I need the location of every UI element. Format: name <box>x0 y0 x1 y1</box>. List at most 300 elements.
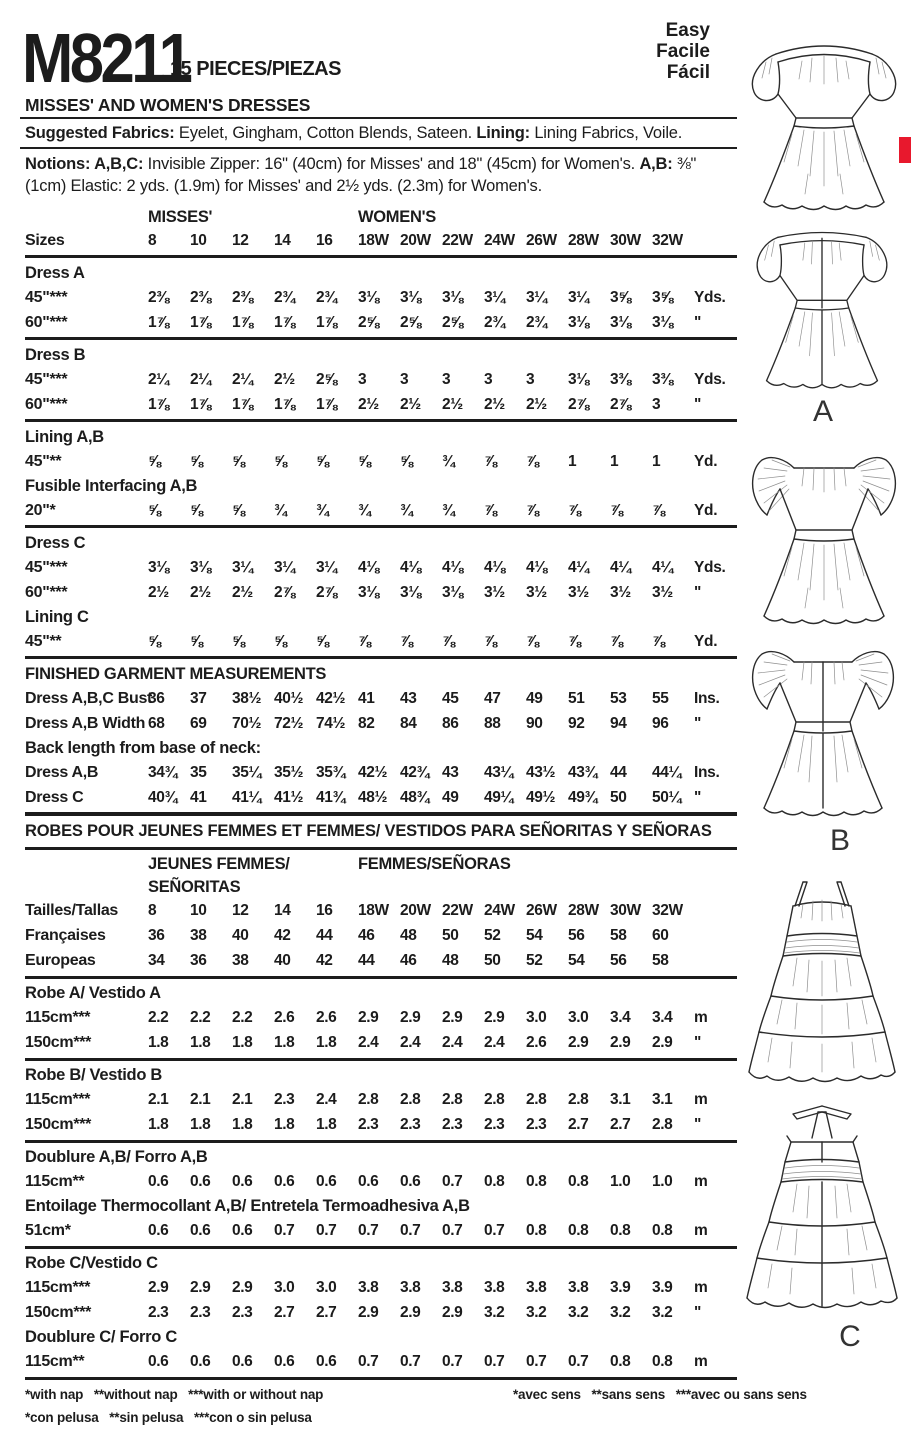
footnote-english: *with nap **without nap ***with or without nap *avec sens **sans sens ***avec ou sans sens <box>25 1383 737 1406</box>
row-label: 20"* <box>25 501 56 519</box>
yardage-value: 2.9 <box>610 1034 631 1051</box>
size-group-label <box>358 206 436 229</box>
yardage-value: 3¼ <box>526 288 547 306</box>
table-row <box>25 760 737 785</box>
section-title: Robe B/ Vestido B <box>25 1066 163 1084</box>
row-unit: " <box>694 1304 702 1321</box>
yardage-value: 3.8 <box>526 1279 547 1296</box>
yardage-value: 0.7 <box>316 1222 337 1239</box>
dress-a-back-illustration <box>744 222 900 394</box>
row-unit: " <box>694 788 702 806</box>
row-label: 115cm** <box>25 1173 85 1190</box>
table-row <box>25 1031 737 1056</box>
yardage-value: 2⅞ <box>316 583 337 601</box>
yardage-value: 0.7 <box>358 1353 379 1370</box>
yardage-value: 0.6 <box>400 1173 421 1190</box>
row-label: 115cm** <box>25 1353 85 1370</box>
yardage-value: 34¾ <box>148 763 177 781</box>
yardage-value: 2¾ <box>316 288 337 306</box>
yardage-value: 0.7 <box>568 1353 589 1370</box>
yardage-value: 2½ <box>190 583 211 601</box>
yardage-value: 1⅞ <box>316 313 337 331</box>
yardage-value: 1⅞ <box>232 395 253 413</box>
row-label: 115cm*** <box>25 1279 91 1296</box>
yardage-value: 8 <box>148 231 157 249</box>
yardage-value: 0.8 <box>568 1222 589 1239</box>
section-title: Entoilage Thermocollant A,B/ Entretela Termoadhesiva A,B <box>25 1197 470 1215</box>
yardage-value: 36 <box>148 689 165 707</box>
yardage-value: 2½ <box>442 395 463 413</box>
yardage-value: 1.0 <box>652 1173 673 1190</box>
yardage-value: 0.7 <box>526 1353 547 1370</box>
table-row <box>25 367 737 392</box>
yardage-value: 0.6 <box>190 1353 211 1370</box>
yardage-value: ⅞ <box>526 501 539 519</box>
yardage-value: 49 <box>526 689 543 707</box>
divider <box>25 1377 737 1381</box>
footnotes <box>25 1383 807 1429</box>
yardage-value: ¾ <box>316 501 329 519</box>
yardage-value: 3⅛ <box>610 313 631 331</box>
yardage-value: 3.0 <box>568 1009 589 1026</box>
yardage-value: 1.8 <box>232 1034 253 1051</box>
yardage-value: 3⅛ <box>652 313 673 331</box>
yardage-value: 49 <box>442 788 459 806</box>
yardage-value: 3.2 <box>526 1304 547 1321</box>
yardage-value: 2¼ <box>232 370 253 388</box>
yardage-value: 43¾ <box>568 763 597 781</box>
yardage-value: 1 <box>568 452 577 470</box>
row-label: Tailles/Tallas <box>25 902 119 919</box>
yardage-value: 68 <box>148 714 165 732</box>
yardage-value: 90 <box>526 714 543 732</box>
yardage-value: 2.4 <box>442 1034 463 1051</box>
yardage-value: 42½ <box>358 763 387 781</box>
row-label: 60"*** <box>25 313 68 331</box>
yardage-value: 2¾ <box>274 288 295 306</box>
difficulty-facil: Fácil <box>666 62 710 83</box>
yardage-value: 55 <box>652 689 669 707</box>
yardage-value: ¾ <box>442 452 455 470</box>
yardage-value: ⅝ <box>232 501 245 519</box>
yardage-value: 28W <box>568 231 599 249</box>
yardage-value: 44 <box>358 952 375 969</box>
yardage-value: 30W <box>610 902 641 919</box>
section-title: Doublure C/ Forro C <box>25 1328 177 1346</box>
yardage-value: 72½ <box>274 714 303 732</box>
row-label: 115cm*** <box>25 1091 91 1108</box>
section-title: Dress C <box>25 533 86 552</box>
row-label: 45"*** <box>25 288 68 306</box>
row-label: Dress C <box>25 788 84 806</box>
row-unit: " <box>694 1034 702 1051</box>
yardage-value: 2.1 <box>232 1091 253 1108</box>
yardage-value: 1.8 <box>190 1116 211 1133</box>
yardage-value: 2.4 <box>358 1034 379 1051</box>
yardage-value: 46 <box>400 952 417 969</box>
yardage-value: 2⅜ <box>232 288 253 306</box>
table-row <box>25 629 737 654</box>
yardage-value: 56 <box>610 952 627 969</box>
yardage-value: 3.0 <box>274 1279 295 1296</box>
yardage-value: ¾ <box>442 501 455 519</box>
yardage-value: 0.6 <box>190 1222 211 1239</box>
yardage-value: 51 <box>568 689 585 707</box>
yardage-value: ¾ <box>274 501 287 519</box>
yardage-value: 53 <box>610 689 627 707</box>
yardage-value: 1⅞ <box>274 395 295 413</box>
view-a-label: A <box>812 395 833 428</box>
yardage-value: 12 <box>232 231 249 249</box>
divider <box>25 419 737 422</box>
table-row <box>25 1350 737 1375</box>
yardage-value: 69 <box>190 714 207 732</box>
row-unit: m <box>694 1353 708 1370</box>
table-row <box>25 899 737 924</box>
dress-b-back-illustration <box>744 640 902 824</box>
yardage-value: 44¼ <box>652 763 681 781</box>
size-group-label-line: FEMMES/SEÑORAS <box>358 854 511 873</box>
yardage-value: 44 <box>316 927 333 944</box>
yardage-value: 4⅛ <box>400 558 421 576</box>
section-title: FINISHED GARMENT MEASUREMENTS <box>25 664 327 683</box>
yardage-value: 2.4 <box>316 1091 337 1108</box>
yardage-value: 3.2 <box>568 1304 589 1321</box>
yardage-value: ⅝ <box>274 452 287 470</box>
yardage-value: 0.8 <box>568 1173 589 1190</box>
yardage-value: 2⅞ <box>274 583 295 601</box>
size-group-label <box>148 206 212 229</box>
yardage-value: ⅞ <box>652 632 665 650</box>
notions-label: Notions: A,B,C: <box>25 155 144 173</box>
yardage-value: 52 <box>526 952 543 969</box>
yardage-value: 58 <box>610 927 627 944</box>
yardage-value: 0.6 <box>274 1353 295 1370</box>
divider <box>25 1140 737 1143</box>
table-row <box>25 1088 737 1113</box>
row-unit: " <box>694 714 702 732</box>
table-row <box>25 498 737 523</box>
divider <box>20 147 737 149</box>
row-unit: " <box>694 1116 702 1133</box>
yardage-value: 0.8 <box>610 1353 631 1370</box>
yardage-value: 24W <box>484 231 515 249</box>
dress-c-back-illustration <box>737 1094 907 1318</box>
yardage-value: 2¾ <box>484 313 505 331</box>
yardage-value: 3⅜ <box>610 370 631 388</box>
table-row <box>25 785 737 810</box>
row-unit: Ins. <box>694 763 720 781</box>
yardage-value: 3⅛ <box>442 288 463 306</box>
section-title: Robe C/Vestido C <box>25 1254 158 1272</box>
footnote-french: *avec sens **sans sens ***avec ou sans sens <box>513 1387 807 1402</box>
yardage-value: 0.6 <box>274 1173 295 1190</box>
yardage-value: 96 <box>652 714 669 732</box>
yardage-value: 41¾ <box>316 788 345 806</box>
yardage-value: 22W <box>442 231 473 249</box>
yardage-value: 2½ <box>484 395 505 413</box>
yardage-value: 3⅝ <box>652 288 673 306</box>
table-row <box>25 285 737 310</box>
yardage-value: 3 <box>484 370 493 388</box>
yardage-value: 2½ <box>358 395 379 413</box>
section-title: Lining A,B <box>25 427 104 446</box>
yardage-value: 2.3 <box>190 1304 211 1321</box>
yardage-value: 3⅛ <box>442 583 463 601</box>
yardage-value: 3¼ <box>568 288 589 306</box>
yardage-value: 2½ <box>148 583 169 601</box>
yardage-value: 1.8 <box>274 1034 295 1051</box>
row-unit: m <box>694 1173 708 1190</box>
yardage-value: 2.9 <box>442 1009 463 1026</box>
size-group-label-line: SEÑORITAS <box>148 877 241 896</box>
yardage-value: 3.2 <box>610 1304 631 1321</box>
yardage-value: 42 <box>274 927 291 944</box>
table-row <box>25 1276 737 1301</box>
section-title: Lining C <box>25 607 89 626</box>
yardage-value: 24W <box>484 902 515 919</box>
yardage-value: 32W <box>652 902 683 919</box>
yardage-value: 14 <box>274 902 291 919</box>
yardage-value: ⅝ <box>400 452 413 470</box>
row-unit: Yds. <box>694 558 726 576</box>
table-row <box>25 580 737 605</box>
page-title: MISSES' AND WOMEN'S DRESSES <box>25 95 311 115</box>
dress-b-front-illustration <box>742 446 906 634</box>
yardage-value: 3⅝ <box>610 288 631 306</box>
yardage-value: 26W <box>526 902 557 919</box>
yardage-value: 2.6 <box>316 1009 337 1026</box>
yardage-value: 0.8 <box>526 1222 547 1239</box>
yardage-value: 16 <box>316 231 333 249</box>
table-row <box>25 310 737 335</box>
yardage-value: 82 <box>358 714 375 732</box>
yardage-value: 58 <box>652 952 669 969</box>
yardage-value: 2.9 <box>148 1279 169 1296</box>
yardage-value: 1.8 <box>148 1034 169 1051</box>
yardage-value: 4¼ <box>568 558 589 576</box>
yardage-value: 4⅛ <box>358 558 379 576</box>
yardage-value: 2.8 <box>526 1091 547 1108</box>
yardage-value: 2⅜ <box>148 288 169 306</box>
row-unit: Yds. <box>694 288 726 306</box>
yardage-value: ⅝ <box>358 452 371 470</box>
yardage-value: 41 <box>358 689 375 707</box>
yardage-value: 0.6 <box>232 1173 253 1190</box>
notions-text: Invisible Zipper: 16" (40cm) for Misses' and 18" (45cm) for Women's. <box>143 155 640 173</box>
yardage-value: 0.6 <box>232 1353 253 1370</box>
yardage-value: 36 <box>190 952 207 969</box>
yardage-value: 2.4 <box>484 1034 505 1051</box>
yardage-value: ⅝ <box>316 452 329 470</box>
yardage-value: 2.9 <box>568 1034 589 1051</box>
section-title: Robe A/ Vestido A <box>25 984 161 1002</box>
yardage-value: ⅝ <box>232 452 245 470</box>
yardage-value: 49¾ <box>568 788 597 806</box>
divider <box>25 847 737 850</box>
yardage-value: 2.3 <box>526 1116 547 1133</box>
table-row <box>25 228 737 253</box>
yardage-value: 2.4 <box>400 1034 421 1051</box>
yardage-value: 40¾ <box>148 788 177 806</box>
yardage-value: 3¼ <box>232 558 253 576</box>
yardage-value: ⅞ <box>442 632 455 650</box>
yardage-value: ⅝ <box>190 452 203 470</box>
row-label: Dress A,B Width <box>25 714 146 732</box>
yardage-value: 3.4 <box>652 1009 673 1026</box>
suggested-fabrics-line <box>25 124 737 143</box>
divider <box>25 1058 737 1061</box>
section-title: Fusible Interfacing A,B <box>25 476 198 495</box>
yardage-value: 3⅛ <box>568 370 589 388</box>
lining-text: Lining Fabrics, Voile. <box>529 124 683 142</box>
yardage-value: 1.8 <box>274 1116 295 1133</box>
yardage-value: 2½ <box>232 583 253 601</box>
yardage-value: 26W <box>526 231 557 249</box>
fabrics-text: Eyelet, Gingham, Cotton Blends, Sateen. <box>174 124 477 142</box>
yardage-value: 1.8 <box>232 1116 253 1133</box>
yardage-value: ⅝ <box>148 632 161 650</box>
yardage-value: 3.9 <box>652 1279 673 1296</box>
yardage-value: 35 <box>190 763 207 781</box>
yardage-value: ⅝ <box>232 632 245 650</box>
yardage-value: 2.3 <box>358 1116 379 1133</box>
yardage-value: 1⅞ <box>190 395 211 413</box>
yardage-value: 43 <box>442 763 459 781</box>
yardage-value: 2.8 <box>568 1091 589 1108</box>
yardage-value: 2.7 <box>316 1304 337 1321</box>
yardage-value: 2.3 <box>484 1116 505 1133</box>
yardage-value: 0.7 <box>442 1353 463 1370</box>
yardage-value: 70½ <box>232 714 261 732</box>
yardage-value: 2.9 <box>358 1304 379 1321</box>
notions-ab-text: ⅜" (1cm) Elastic: 2 yds. (1.9m) for Misses' and 2½ yds. (2.3m) for Women's. <box>25 155 697 195</box>
yardage-value: 0.6 <box>148 1222 169 1239</box>
yardage-value: ¾ <box>400 501 413 519</box>
yardage-value: 74½ <box>316 714 345 732</box>
row-label: Françaises <box>25 927 106 944</box>
yardage-value: 3⅛ <box>190 558 211 576</box>
yardage-value: 3 <box>400 370 409 388</box>
size-group-header <box>25 853 737 899</box>
row-label: 150cm*** <box>25 1034 92 1051</box>
table-row <box>25 392 737 417</box>
yardage-value: 2.9 <box>442 1304 463 1321</box>
yardage-value: 48 <box>442 952 459 969</box>
yardage-value: ⅝ <box>274 632 287 650</box>
yardage-value: 0.6 <box>316 1353 337 1370</box>
table-row <box>25 949 737 974</box>
yardage-value: 3.8 <box>400 1279 421 1296</box>
table-row <box>25 449 737 474</box>
yardage-value: 4¼ <box>610 558 631 576</box>
yardage-tables <box>25 206 807 1429</box>
view-c-label: C <box>839 1320 861 1353</box>
yardage-value: ⅞ <box>484 632 497 650</box>
yardage-value: 94 <box>610 714 627 732</box>
yardage-value: 40 <box>274 952 291 969</box>
yardage-value: 1.8 <box>190 1034 211 1051</box>
yardage-value: 2.6 <box>526 1034 547 1051</box>
yardage-value: 3⅛ <box>358 288 379 306</box>
yardage-value: 18W <box>358 231 389 249</box>
yardage-value: 20W <box>400 902 431 919</box>
yardage-value: 36 <box>148 927 165 944</box>
yardage-value: 12 <box>232 902 249 919</box>
divider <box>25 976 737 979</box>
yardage-value: 43½ <box>526 763 555 781</box>
row-unit: m <box>694 1091 708 1108</box>
yardage-value: 4¼ <box>652 558 673 576</box>
row-label: 150cm*** <box>25 1304 92 1321</box>
yardage-value: 0.8 <box>526 1173 547 1190</box>
yardage-value: 47 <box>484 689 501 707</box>
yardage-value: 3¼ <box>316 558 337 576</box>
yardage-value: 2.8 <box>484 1091 505 1108</box>
yardage-value: 2⅝ <box>442 313 463 331</box>
yardage-value: 50 <box>610 788 627 806</box>
yardage-value: 2.7 <box>568 1116 589 1133</box>
yardage-value: 46 <box>358 927 375 944</box>
size-group-header <box>25 206 737 228</box>
yardage-value: 10 <box>190 231 207 249</box>
divider <box>25 525 737 528</box>
yardage-value: 56 <box>568 927 585 944</box>
yardage-value: 1 <box>652 452 661 470</box>
row-label: 115cm*** <box>25 1009 91 1026</box>
yardage-value: 4⅛ <box>484 558 505 576</box>
yardage-value: 3.1 <box>610 1091 631 1108</box>
yardage-value: 1 <box>610 452 619 470</box>
yardage-value: 2.9 <box>190 1279 211 1296</box>
yardage-value: 32W <box>652 231 683 249</box>
divider <box>25 656 737 659</box>
yardage-value: ⅝ <box>190 501 203 519</box>
pieces-count: 15 PIECES/PIEZAS <box>170 58 341 80</box>
row-unit: Yd. <box>694 452 718 470</box>
yardage-value: 50 <box>484 952 501 969</box>
yardage-value: 0.7 <box>442 1173 463 1190</box>
yardage-value: 2.8 <box>652 1116 673 1133</box>
row-label: 45"*** <box>25 558 68 576</box>
row-unit: Ins. <box>694 689 720 707</box>
pattern-number: M8211 <box>22 19 190 97</box>
difficulty-labels <box>520 20 710 83</box>
row-label: 45"** <box>25 452 62 470</box>
yardage-value: 2.2 <box>148 1009 169 1026</box>
section-banner-title: ROBES POUR JEUNES FEMMES ET FEMMES/ VESTIDOS PARA SEÑORITAS Y SEÑORAS <box>25 822 712 840</box>
yardage-value: 8 <box>148 902 157 919</box>
yardage-value: 0.6 <box>316 1173 337 1190</box>
yardage-value: 10 <box>190 902 207 919</box>
yardage-value: 2⅞ <box>568 395 589 413</box>
yardage-value: 50 <box>442 927 459 944</box>
table-row <box>25 555 737 580</box>
notions-ab-label: A,B: <box>639 155 673 173</box>
yardage-value: 3⅛ <box>568 313 589 331</box>
yardage-value: 2.1 <box>148 1091 169 1108</box>
yardage-value: 1⅞ <box>274 313 295 331</box>
yardage-value: 2.3 <box>442 1116 463 1133</box>
yardage-value: 86 <box>442 714 459 732</box>
yardage-value: 3½ <box>484 583 505 601</box>
row-unit: Yd. <box>694 632 718 650</box>
yardage-value: 3½ <box>610 583 631 601</box>
row-unit: Yds. <box>694 370 726 388</box>
yardage-value: 14 <box>274 231 291 249</box>
footnote-spanish: *con pelusa **sin pelusa ***con o sin pelusa <box>25 1410 312 1425</box>
yardage-value: 0.8 <box>652 1353 673 1370</box>
